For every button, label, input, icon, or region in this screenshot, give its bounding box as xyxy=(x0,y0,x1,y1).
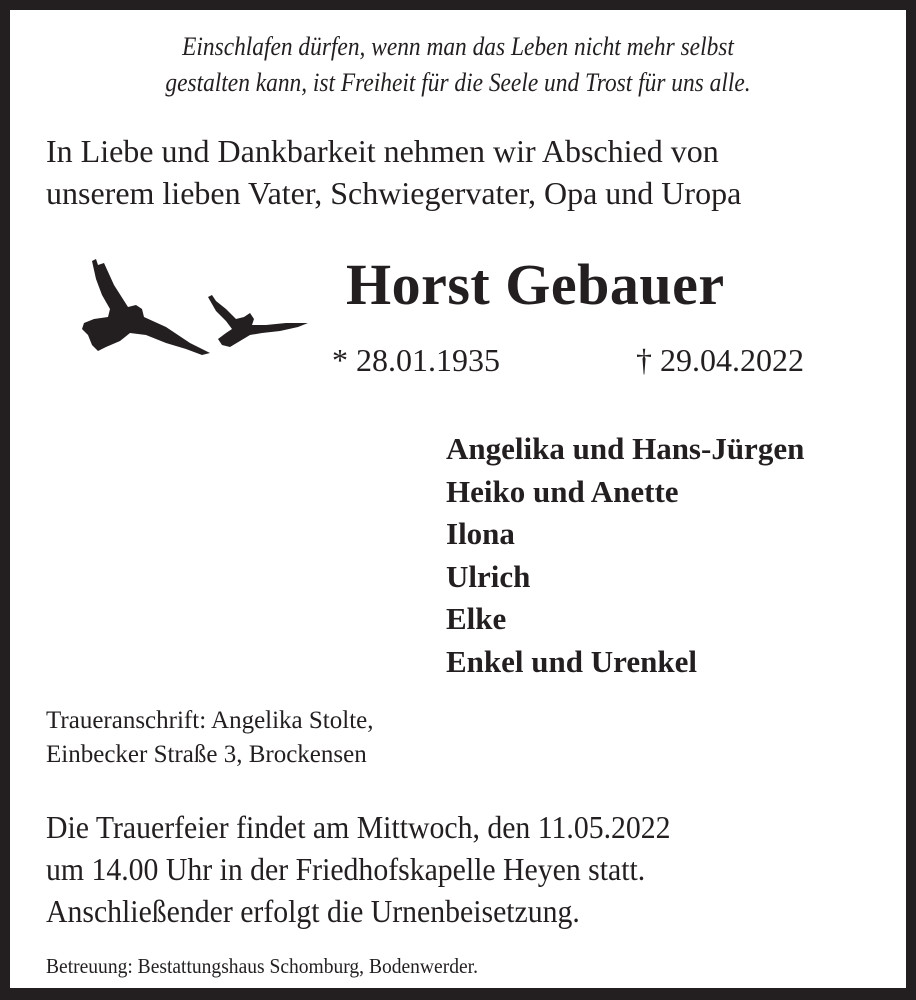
address-line-1: Traueranschrift: Angelika Stolte, xyxy=(46,707,374,734)
birth-date: * 28.01.1935 xyxy=(332,342,500,378)
ceremony-line-2: um 14.00 Uhr in der Friedhofskapelle Heyen statt. xyxy=(46,851,646,887)
mourner-item: Angelika und Hans-Jürgen xyxy=(446,431,805,466)
motto-line-1: Einschlafen dürfen, wenn man das Leben nicht mehr selbst xyxy=(182,32,734,61)
flying-birds-icon xyxy=(70,255,310,365)
mourners-list xyxy=(446,428,804,684)
obituary-card xyxy=(10,10,906,988)
death-date: † 29.04.2022 xyxy=(636,342,804,378)
mourner-item: Ulrich xyxy=(446,558,531,594)
ceremony-line-1: Die Trauerfeier findet am Mittwoch, den 11.05.2022 xyxy=(46,809,671,845)
ceremony-info xyxy=(46,806,671,932)
deceased-name: Horst Gebauer xyxy=(346,252,725,317)
intro-line-2: unserem lieben Vater, Schwiegervater, Opa und Uropa xyxy=(46,175,742,211)
ceremony-line-3: Anschließender erfolgt die Urnenbeisetzung. xyxy=(46,893,580,929)
intro-line-1: In Liebe und Dankbarkeit nehmen wir Abschied von xyxy=(46,133,719,169)
motto-line-2: gestalten kann, ist Freiheit für die Seele und Trost für uns alle. xyxy=(165,68,751,97)
funeral-home-credit: Betreuung: Bestattungshaus Schomburg, Bodenwerder. xyxy=(46,954,478,978)
mourner-item: Ilona xyxy=(446,516,515,552)
mourner-item: Elke xyxy=(446,601,507,637)
mourner-item: Enkel und Urenkel xyxy=(446,643,697,679)
address-line-2: Einbecker Straße 3, Brockensen xyxy=(46,741,367,768)
mourning-address xyxy=(46,704,374,772)
mourner-item: Heiko und Anette xyxy=(446,473,679,509)
